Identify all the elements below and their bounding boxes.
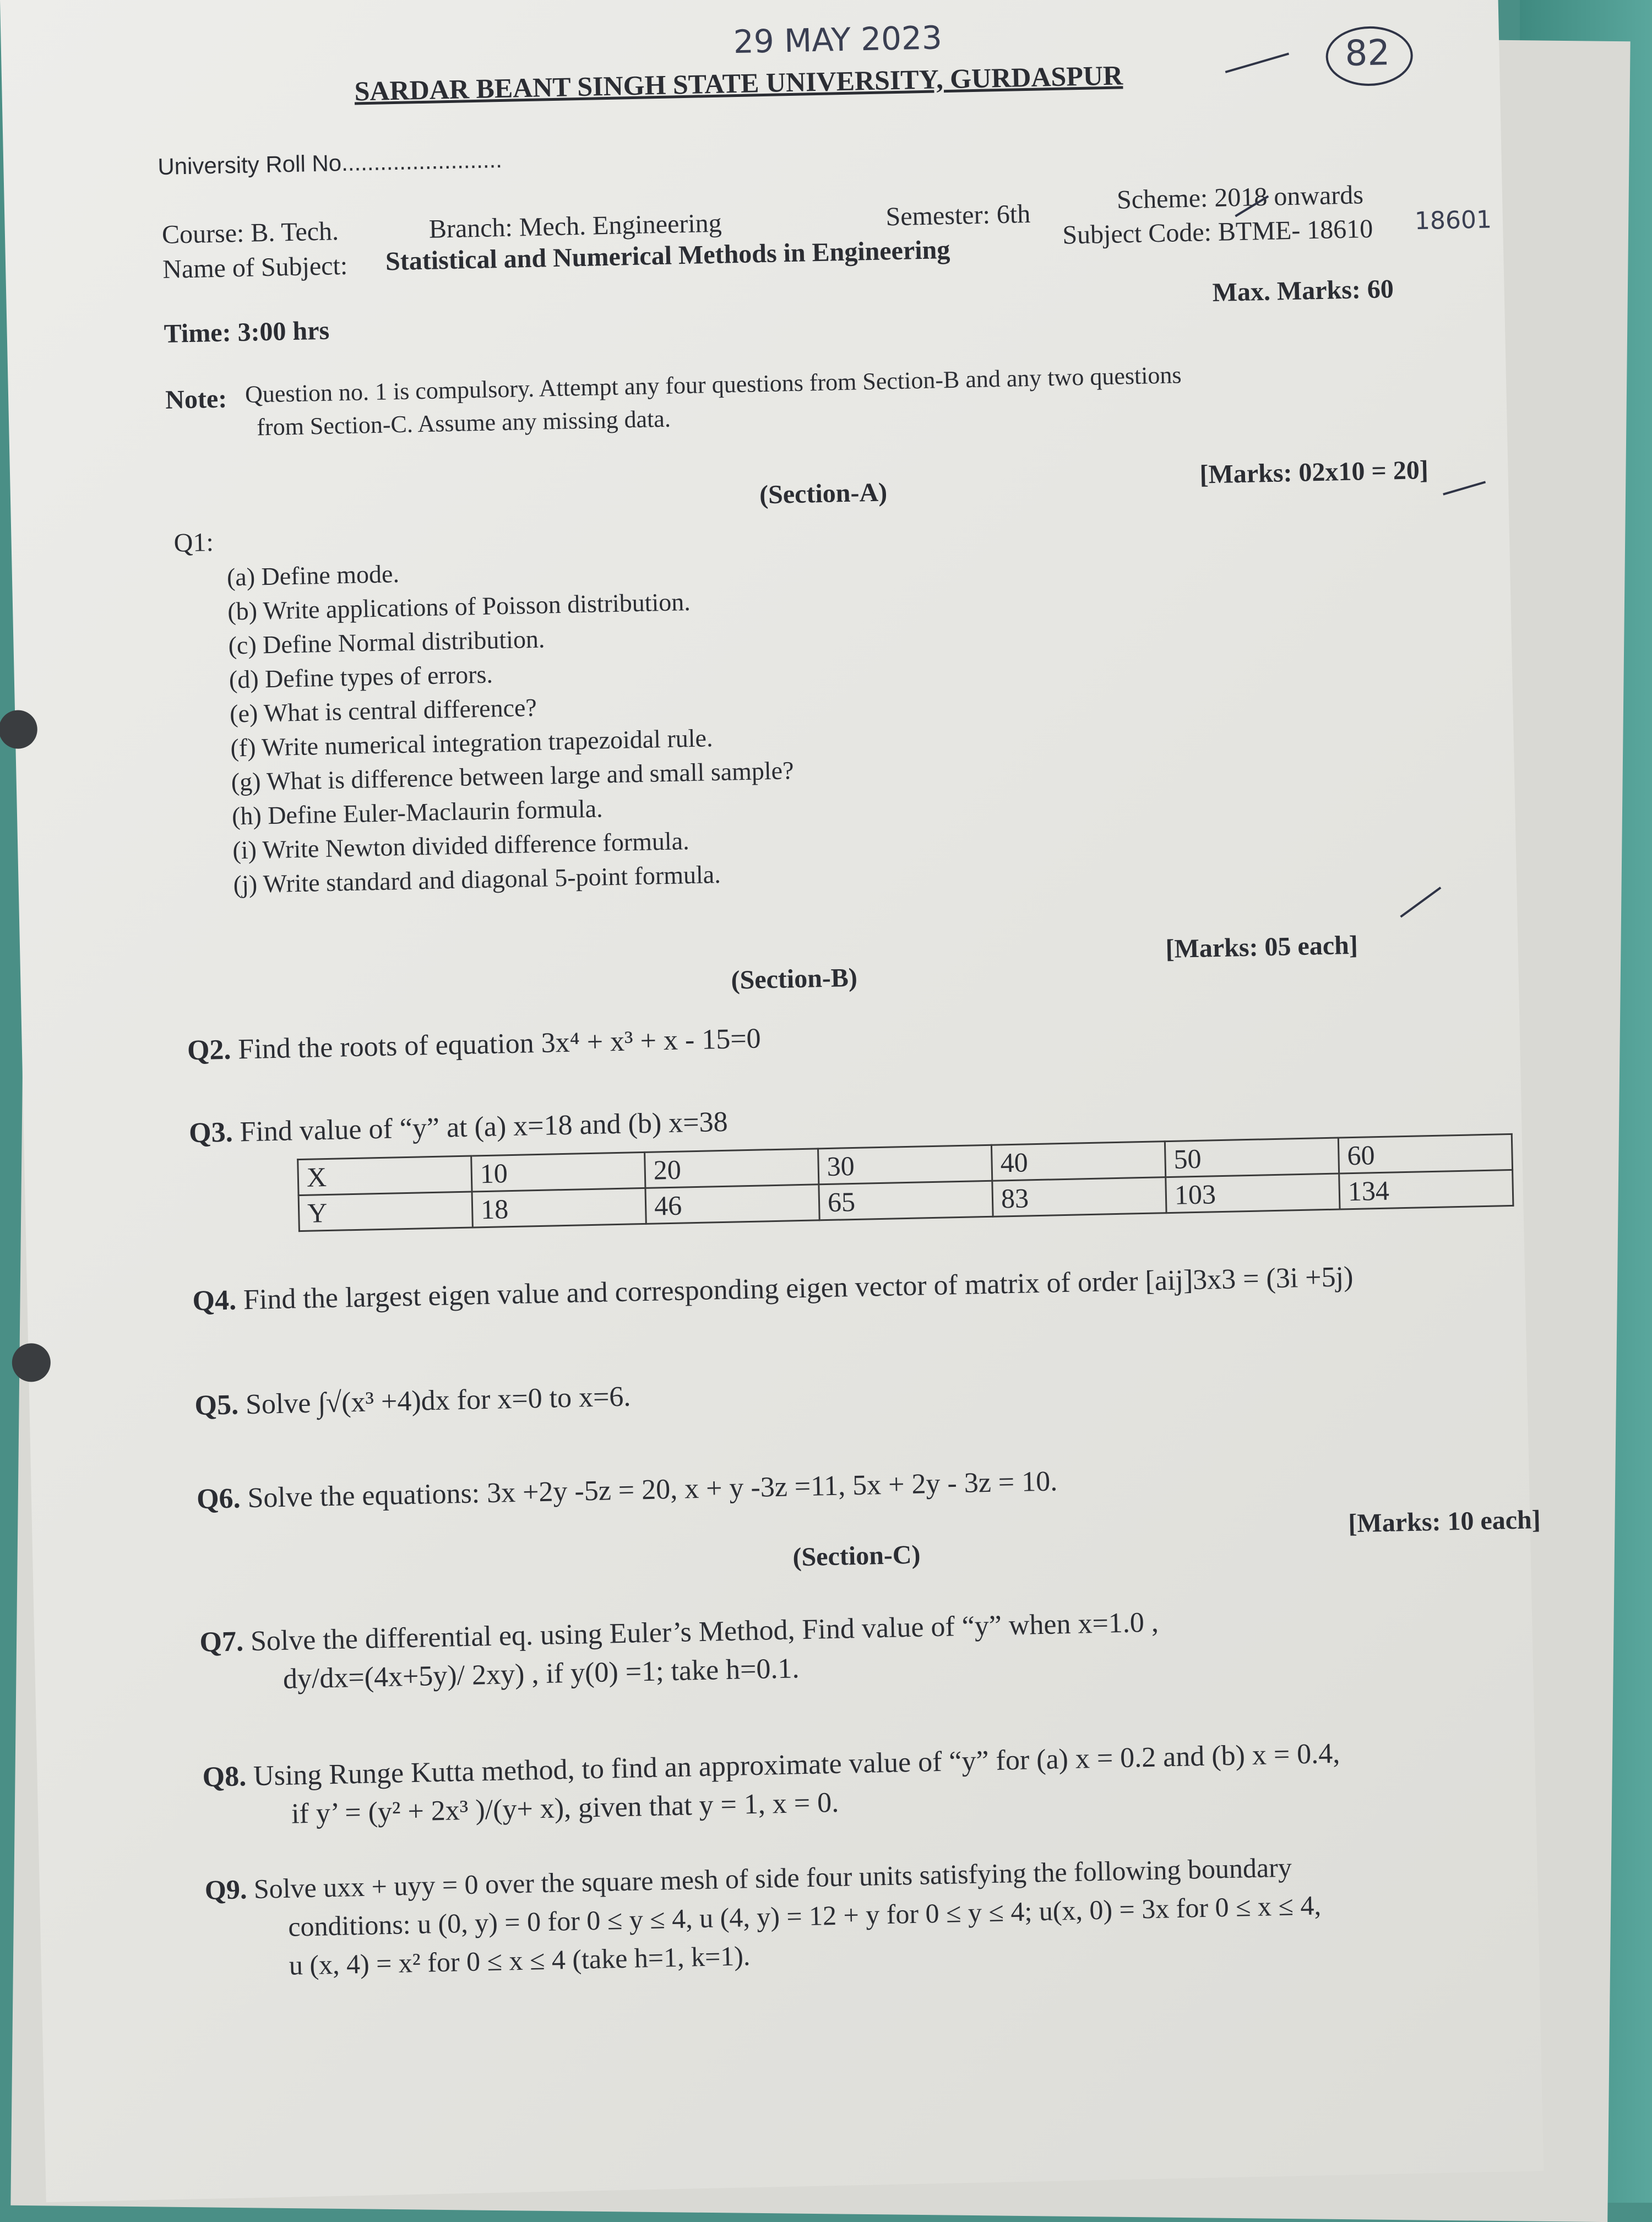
q1-part: (j) Write standard and diagonal 5-point formula. <box>233 860 721 899</box>
q1-label: Q1: <box>173 528 214 558</box>
page-mark: 82 <box>1344 32 1390 74</box>
table-cell: 134 <box>1339 1170 1513 1209</box>
table-cell: 18 <box>472 1188 646 1227</box>
section-b-marks: [Marks: 05 each] <box>1165 930 1358 964</box>
q8-text-line-1: Using Runge Kutta method, to find an approximate value of “y” for (a) x = 0.2 and (b) x = 0.4, <box>253 1737 1340 1792</box>
question-7 <box>199 1606 1159 1659</box>
question-8 <box>202 1737 1340 1794</box>
q1-part: (f) Write numerical integration trapezoidal rule. <box>230 724 713 762</box>
table-cell: 83 <box>992 1177 1166 1217</box>
q1-part: (c) Define Normal distribution. <box>228 624 545 660</box>
q9-text-line-3: u (x, 4) = x² for 0 ≤ x ≤ 4 (take h=1, k=1). <box>289 1940 751 1981</box>
subject-name: Statistical and Numerical Methods in Engineering <box>385 235 950 276</box>
q1-part: (b) Write applications of Poisson distribution. <box>227 587 691 626</box>
table-cell: 20 <box>645 1149 819 1188</box>
section-c-title: (Section-C) <box>792 1540 921 1572</box>
q1-part: (h) Define Euler-Maclaurin formula. <box>231 794 603 830</box>
q4-text: Find the largest eigen value and corresponding eigen vector of matrix of order [aij]3x3 = (3i +5j) <box>243 1261 1354 1316</box>
time: Time: 3:00 hrs <box>164 316 330 349</box>
q3-number: Q3. <box>188 1116 233 1149</box>
q4-number: Q4. <box>192 1284 237 1317</box>
question-3 <box>189 1106 729 1149</box>
section-a-title: (Section-A) <box>759 477 888 510</box>
question-4 <box>192 1261 1354 1317</box>
q5-text: Solve ∫√(x³ +4)dx for x=0 to x=6. <box>245 1381 631 1421</box>
q8-text-line-2: if y’ = (y² + 2x³ )/(y+ x), given that y = 1, x = 0. <box>291 1786 839 1830</box>
table-cell: 60 <box>1338 1134 1512 1174</box>
q2-number: Q2. <box>187 1034 232 1067</box>
binder-hole <box>12 1343 51 1382</box>
q3-text: Find value of “y” at (a) x=18 and (b) x=38 <box>240 1106 729 1148</box>
q7-number: Q7. <box>199 1626 244 1659</box>
max-marks: Max. Marks: 60 <box>1212 274 1394 308</box>
table-cell: 65 <box>819 1181 993 1220</box>
q6-number: Q6. <box>196 1482 241 1515</box>
q9-number: Q9. <box>204 1873 247 1905</box>
table-cell: 46 <box>645 1185 819 1224</box>
q7-text-line-1: Solve the differential eq. using Euler’s Method, Find value of “y” when x=1.0 , <box>250 1606 1159 1658</box>
q1-part: (e) What is central difference? <box>229 693 537 728</box>
table-cell: 40 <box>991 1142 1165 1181</box>
table-cell: X <box>298 1156 472 1196</box>
section-b-title: (Section-B) <box>731 963 858 995</box>
question-2 <box>187 1022 761 1067</box>
q9-text-line-2: conditions: u (0, y) = 0 for 0 ≤ y ≤ 4, u (4, y) = 12 + y for 0 ≤ y ≤ 4; u(x, 0) = 3x for 0 ≤ x ≤ 4, <box>287 1889 1322 1942</box>
branch: Branch: Mech. Engineering <box>428 208 722 244</box>
table-cell: 30 <box>818 1145 992 1185</box>
q8-number: Q8. <box>202 1761 247 1794</box>
roll-no: University Roll No......................... <box>157 146 503 180</box>
table-cell: Y <box>298 1192 472 1231</box>
semester: Semester: 6th <box>885 199 1031 232</box>
course: Course: B. Tech. <box>161 216 339 249</box>
q7-text-line-2: dy/dx=(4x+5y)/ 2xy) , if y(0) =1; take h=0.1. <box>282 1653 800 1695</box>
subject-label: Name of Subject: <box>162 251 348 284</box>
university-title: SARDAR BEANT SINGH STATE UNIVERSITY, GURDASPUR <box>354 59 1123 107</box>
q5-number: Q5. <box>194 1389 239 1422</box>
section-a-marks: [Marks: 02x10 = 20] <box>1199 455 1429 490</box>
handwritten-tick <box>1443 481 1486 495</box>
q1-part: (a) Define mode. <box>226 559 400 591</box>
binder-hole <box>0 710 37 749</box>
q9-text-line-1: Solve uxx + uyy = 0 over the square mesh of side four units satisfying the following boundary <box>253 1851 1292 1905</box>
section-c-marks: [Marks: 10 each] <box>1347 1505 1541 1539</box>
q1-part: (d) Define types of errors. <box>229 660 493 694</box>
q3-data-table <box>297 1133 1514 1232</box>
table-cell: 103 <box>1166 1174 1340 1213</box>
scheme: Scheme: 2018 onwards <box>1116 180 1364 215</box>
question-6 <box>196 1465 1057 1515</box>
table-cell: 50 <box>1165 1138 1339 1177</box>
q1-part: (i) Write Newton divided difference formula. <box>232 827 690 865</box>
note-line-2: from Section-C. Assume any missing data. <box>256 405 671 441</box>
q2-text: Find the roots of equation 3x⁴ + x³ + x - 15=0 <box>237 1023 762 1066</box>
handwritten-tick <box>1400 887 1441 917</box>
date-stamp: 29 MAY 2023 <box>733 19 943 61</box>
handwritten-dash <box>1225 53 1289 73</box>
q6-text: Solve the equations: 3x +2y -5z = 20, x + y -3z =11, 5x + 2y - 3z = 10. <box>247 1465 1058 1514</box>
q1-part: (g) What is difference between large and small sample? <box>231 756 794 796</box>
handwritten-code: 18601 <box>1414 205 1492 236</box>
table-cell: 10 <box>471 1152 645 1192</box>
subject-code: Subject Code: BTME- 18610 <box>1062 214 1373 250</box>
note-line-1: Question no. 1 is compulsory. Attempt any four questions from Section-B and any two questions <box>244 361 1182 408</box>
note-label: Note: <box>165 384 227 415</box>
question-5 <box>194 1381 631 1422</box>
